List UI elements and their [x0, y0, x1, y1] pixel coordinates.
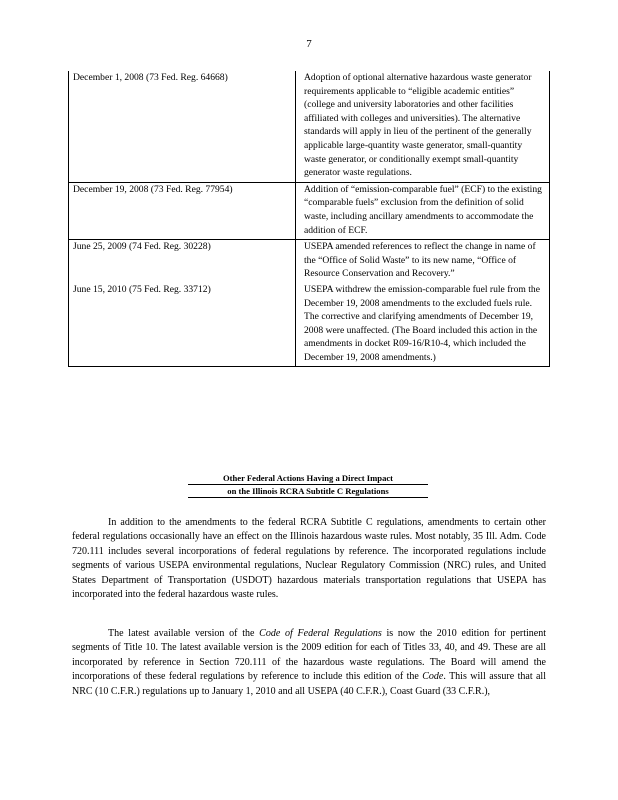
row-date: June 25, 2009 (74 Fed. Reg. 30228)	[73, 241, 211, 253]
paragraph-2-text-a: The latest available version of the	[108, 628, 260, 639]
table-row	[69, 71, 550, 182]
row-description: USEPA amended references to reflect the change in name of the “Office of Solid Waste” to its new name, “Office of Resource Conservation and Recovery.”	[296, 240, 550, 283]
row-description: USEPA withdrew the emission-comparable fuel rule from the December 19, 2008 amendments to the excluded fuels rule. The corrective and clarifying amendments of December 19, 2008 were unaffected. (The Board included this action in the amendments in docket R09-16/R10-4, which included the December 19, 2008 amendments.)	[296, 283, 550, 367]
body-paragraph-2	[72, 627, 546, 699]
row-date: June 15, 2010 (75 Fed. Reg. 33712)	[73, 283, 211, 295]
page-number: 7	[306, 38, 312, 50]
subheading-line-1: Other Federal Actions Having a Direct Impact	[188, 472, 428, 485]
paragraph-2-text-b: is now the 2010 edition for pertinent segments of Title 10. The latest available version is the 2009 edition for each of Titles 33, 40, and 49. These are all incorporated by reference in Section 720.111 of the hazardous waste regulations. The Board will amend the incorporations of these federal regulations by reference to include this edition of the	[72, 628, 546, 683]
paragraph-2-text-c: . This will assure that all NRC (10 C.F.R.) regulations up to January 1, 2010 and all USEPA (40 C.F.R.), Coast Guard (33 C.F.R.),	[72, 671, 546, 697]
paragraph-1-text: In addition to the amendments to the federal RCRA Subtitle C regulations, amendments to certain other federal regulations occasionally have an effect on the Illinois hazardous waste rules. Most notably, 35 Ill. Adm. Code 720.111 includes several incorporations of federal regulations by reference. The incorporated regulations include segments of various USEPA environmental regulations, Nuclear Regulatory Commission (NRC) rules, and United States Department of Transportation (USDOT) hazardous materials transportation regulations that USEPA has incorporated into the federal hazardous waste rules.	[72, 517, 546, 601]
section-subheading	[188, 472, 428, 498]
row-date: December 1, 2008 (73 Fed. Reg. 64668)	[69, 71, 296, 182]
row-date: December 19, 2008 (73 Fed. Reg. 77954)	[69, 182, 296, 239]
row-description: Addition of “emission-comparable fuel” (ECF) to the existing “comparable fuels” exclusion from the definition of solid waste, including ancillary amendments to accommodate the addition of ECF.	[296, 182, 550, 239]
code-word: Code	[422, 671, 444, 683]
subheading-line-2: on the Illinois RCRA Subtitle C Regulations	[227, 486, 389, 496]
table-row	[69, 240, 550, 283]
body-paragraph-1	[72, 516, 546, 602]
row-description: Adoption of optional alternative hazardous waste generator requirements applicable to “eligible academic entities” (college and university laboratories and other facilities affiliated with colleges and universities). The alternative standards will apply in lieu of the pertinent of the generally applicable large-quantity waste generator, small-quantity waste generator, or conditionally exempt small-quantity generator waste regulations.	[296, 71, 550, 182]
table-row	[69, 283, 550, 367]
cfr-title: Code of Federal Regulations	[259, 628, 382, 639]
table-row	[69, 182, 550, 239]
federal-actions-table	[68, 71, 550, 367]
